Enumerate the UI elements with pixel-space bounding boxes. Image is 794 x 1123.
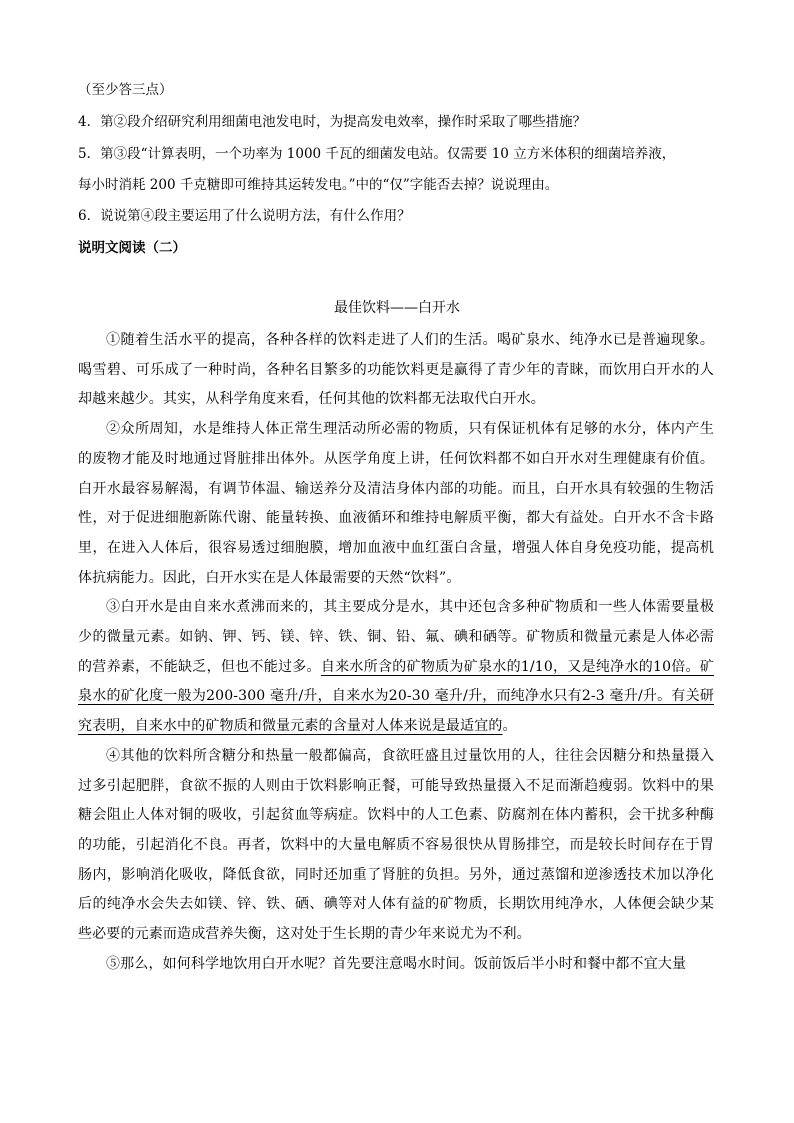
question-3-suffix: （至少答三点） <box>78 82 173 98</box>
paragraph-4: ④其他的饮料所含糖分和热量一般都偏高，食欲旺盛且过量饮用的人，往往会因糖分和热量摄入过多引起肥胖，食欲不振的人则由于饮料影响正餐，可能导致热量摄入不足而渐趋瘦弱。饮料中的果糖会阻止人体对铜的吸收，引起贫血等病症。饮料中的人工色素、防腐剂在体内蓄积，会干扰多种酶的功能，引起消化不良。再者，饮料中的大量电解质不容易很快从胃肠排空，而是较长时间存在于胃肠内，影响消化吸收，降低食欲，同时还加重了肾脏的负担。另外，通过蒸馏和逆渗透技术加以净化后的纯净水会失去如镁、锌、铁、硒、碘等对人体有益的矿物质，长期饮用纯净水，人体便会缺少某些必要的元素而造成营养失衡，这对处于生长期的青少年来说尤为不利。 <box>78 747 714 943</box>
paragraph-3-end: 。 <box>502 718 517 735</box>
paragraph-1: ①随着生活水平的提高，各种各样的饮料走进了人们的生活。喝矿泉水、纯净水已是普遍现象。喝雪碧、可乐成了一种时尚，各种名目繁多的功能饮料更是赢得了青少年的青睐，而饮用白开水的人却越来越少。其实，从科学角度来看，任何其他的饮料都无法取代白开水。 <box>78 332 714 408</box>
article-body <box>78 326 714 979</box>
paragraph-3-underlined-text: 自来水所含的矿物质为矿泉水的1/10，又是纯净水的10倍。矿泉水的矿化度一般为200-300 毫升/升，自来水为20-30 毫升/升，而纯净水只有2-3 毫升/升。有关研究表明，自来水中的矿物质和微量元素的含量对人体来说是最适宜的 <box>78 658 714 735</box>
paragraph-3 <box>78 593 714 742</box>
article-title: 最佳饮料——白开水 <box>334 300 460 316</box>
paragraph-3-text: ③白开水是由自来水煮沸而来的，其主要成分是水，其中还包含多种矿物质和一些人体需要量极少的微量元素。如钠、钾、钙、镁、锌、铁、铜、铅、氟、碘和硒等。矿物质和微量元素是人体必需的营养素，不能缺乏，但也不能过多。 <box>78 599 714 675</box>
question-5-line-2: 每小时消耗 200 千克糖即可维持其运转发电。”中的“仅”字能否去掉？说说理由。 <box>78 177 559 193</box>
question-5-line-1: 5．第③段“计算表明，一个功率为 1000 千瓦的细菌发电站。仅需要 10 立方米体积的细菌培养液， <box>78 146 676 162</box>
section-heading: 说明文阅读（二） <box>78 240 186 256</box>
question-6: 6．说说第④段主要运用了什么说明方法，有什么作用？ <box>78 208 411 224</box>
paragraph-5: ⑤那么，如何科学地饮用白开水呢？首先要注意喝水时间。饭前饭后半小时和餐中都不宜大量 <box>106 955 687 972</box>
paragraph-2: ②众所周知，水是维持人体正常生理活动所必需的物质，只有保证机体有足够的水分，体内产生的废物才能及时地通过肾脏排出体外。从医学角度上讲，任何饮料都不如白开水对生理健康有价值。白开水最容易解渴，有调节体温、输送养分及清洁身体内部的功能。而且，白开水具有较强的生物活性，对于促进细胞新陈代谢、能量转换、血液循环和维持电解质平衡，都大有益处。白开水不含卡路里，在进入人体后，很容易透过细胞膜，增加血液中血红蛋白含量，增强人体自身免疫功能，提高机体抗病能力。因此，白开水实在是人体最需要的天然“饮料”。 <box>78 421 714 586</box>
question-4: 4．第②段介绍研究利用细菌电池发电时，为提高发电效率，操作时采取了哪些措施？ <box>78 114 587 130</box>
